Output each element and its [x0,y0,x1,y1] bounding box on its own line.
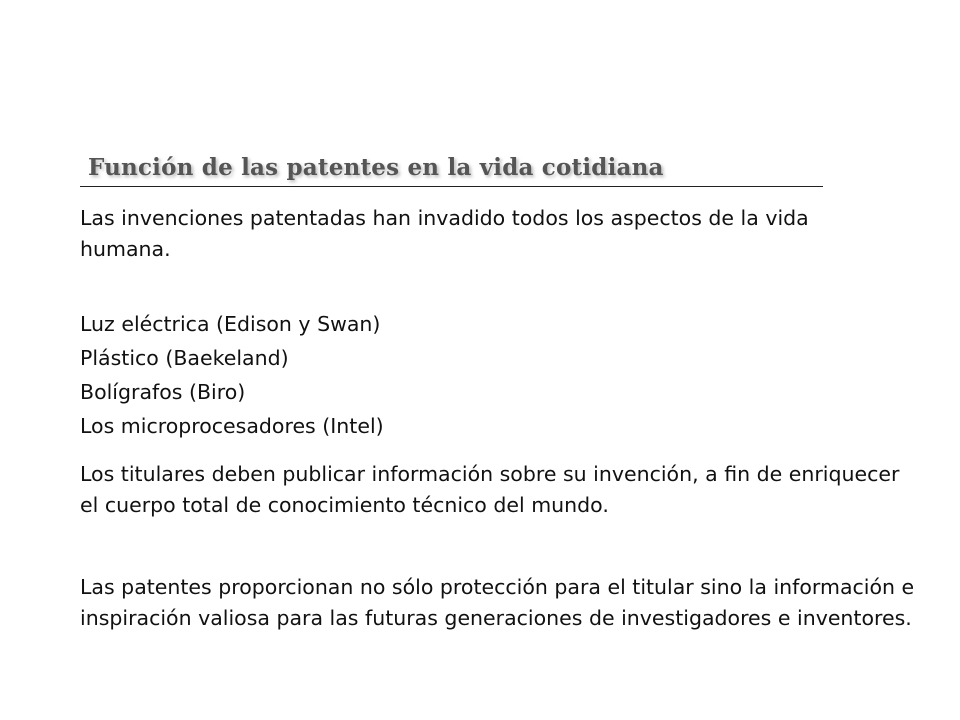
holders-paragraph: Los titulares deben publicar información sobre su invención, a fin de enriquecer el cuerpo total de conocimiento técnico del mundo. [80,462,900,517]
invention-item: Bolígrafos (Biro) [80,380,246,404]
patents-paragraph: Las patentes proporcionan no sólo protección para el titular sino la información e inspiración valiosa para las futuras generaciones de investigadores e inventores. [80,575,915,630]
inventions-list [80,307,384,443]
intro-paragraph: Las invenciones patentadas han invadido todos los aspectos de la vida humana. [80,206,809,261]
invention-item: Plástico (Baekeland) [80,346,289,370]
slide-title: Función de las patentes en la vida cotidiana [88,154,664,181]
invention-item: Los microprocesadores (Intel) [80,414,384,438]
invention-item: Luz eléctrica (Edison y Swan) [80,312,381,336]
title-underline [80,186,823,187]
